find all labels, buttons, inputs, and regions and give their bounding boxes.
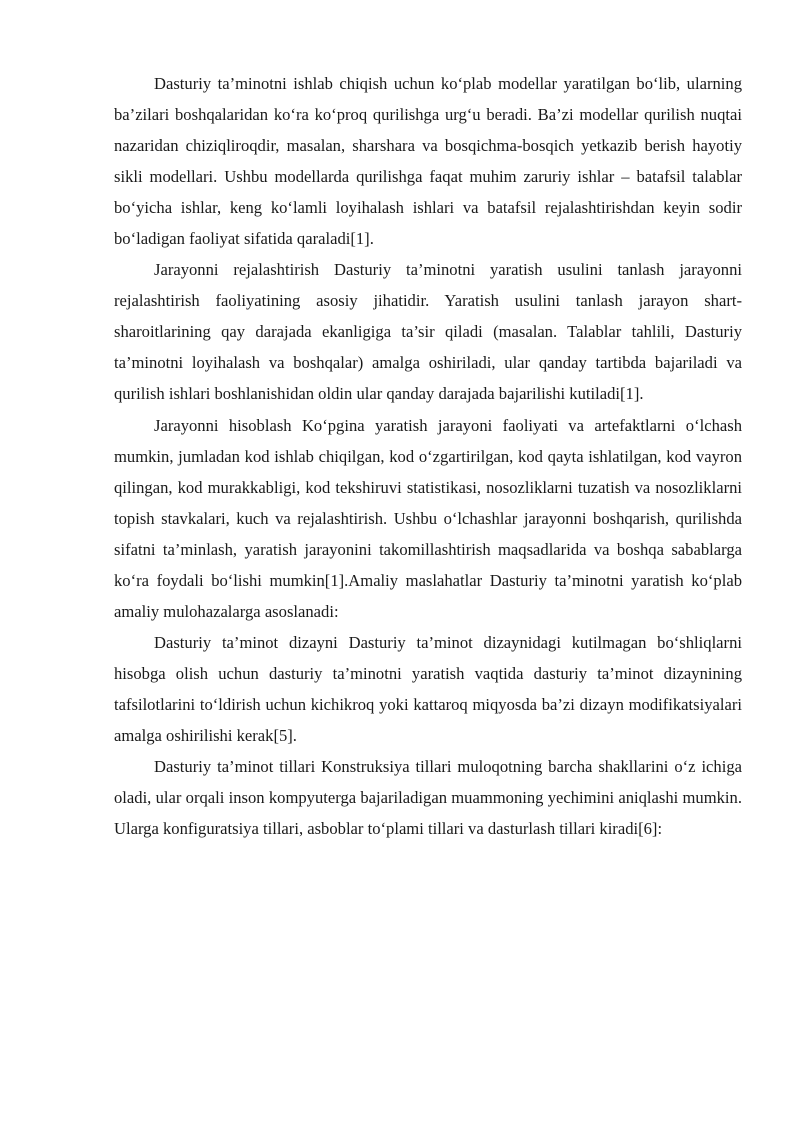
paragraph-process-planning: Jarayonni rejalashtirish Dasturiy ta’minotni yaratish usulini tanlash jarayonni rejalashtirish faoliyatining asosiy jihatidir. Yaratish usulini tanlash jarayon shart-sharoitlarining qay darajada ekanligiga ta’sir qiladi (masalan. Talablar tahlili, Dasturiy ta’minotni loyihalash va boshqalar) amalga oshiriladi, ular qanday tartibda bajariladi va qurilish ishlari boshlanishidan oldin ular qanday darajada bajarilishi kutiladi[1]. xyxy=(114,260,742,404)
body-text xyxy=(114,68,742,844)
paragraph-construction-models: Dasturiy ta’minotni ishlab chiqish uchun ko‘plab modellar yaratilgan bo‘lib, ularning ba’zilari boshqalaridan ko‘ra ko‘proq qurilishga urg‘u beradi. Ba’zi modellar qurilish nuqtai nazaridan chiziqliroqdir, masalan, sharshara va bosqichma-bosqich yetkazib berish hayotiy sikli modellari. Ushbu modellarda qurilishga faqat muhim zaruriy ishlar – batafsil talablar bo‘yicha ishlar, keng ko‘lamli loyihalash ishlari va batafsil rejalashtirishdan keyin sodir bo‘ladigan faoliyat sifatida qaraladi[1]. xyxy=(114,74,742,249)
paragraph-process-measurement: Jarayonni hisoblash Ko‘pgina yaratish jarayoni faoliyati va artefaktlarni o‘lchash mumkin, jumladan kod ishlab chiqilgan, kod o‘zgartirilgan, kod qayta ishlatilgan, kod vayron qilingan, kod murakkabligi, kod tekshiruvi statistikasi, nosozliklarni tuzatish va nosozliklarni topish stavkalari, kuch va rejalashtirish. Ushbu o‘lchashlar jarayonni boshqarish, qurilishda sifatni ta’minlash, yaratish jarayonini takomillashtirish maqsadlarida va boshqa sabablarga ko‘ra foydali bo‘lishi mumkin[1].Amaliy maslahatlar Dasturiy ta’minotni yaratish ko‘plab amaliy mulohazalarga asoslanadi: xyxy=(114,415,742,621)
paragraph-software-design: Dasturiy ta’minot dizayni Dasturiy ta’minot dizaynidagi kutilmagan bo‘shliqlarni hisobga olish uchun dasturiy ta’minotni yaratish vaqtida dasturiy ta’minot dizaynining tafsilotlarini to‘ldirish uchun kichikroq yoki kattaroq miqyosda ba’zi dizayn modifikatsiyalari amalga oshirilishi kerak[5]. xyxy=(114,632,742,745)
paragraph-software-languages: Dasturiy ta’minot tillari Konstruksiya tillari muloqotning barcha shakllarini o‘z ichiga oladi, ular orqali inson kompyuterga bajariladigan muammoning yechimini aniqlashi mumkin. Ularga konfiguratsiya tillari, asboblar to‘plami tillari va dasturlash tillari kiradi[6]: xyxy=(114,757,742,839)
